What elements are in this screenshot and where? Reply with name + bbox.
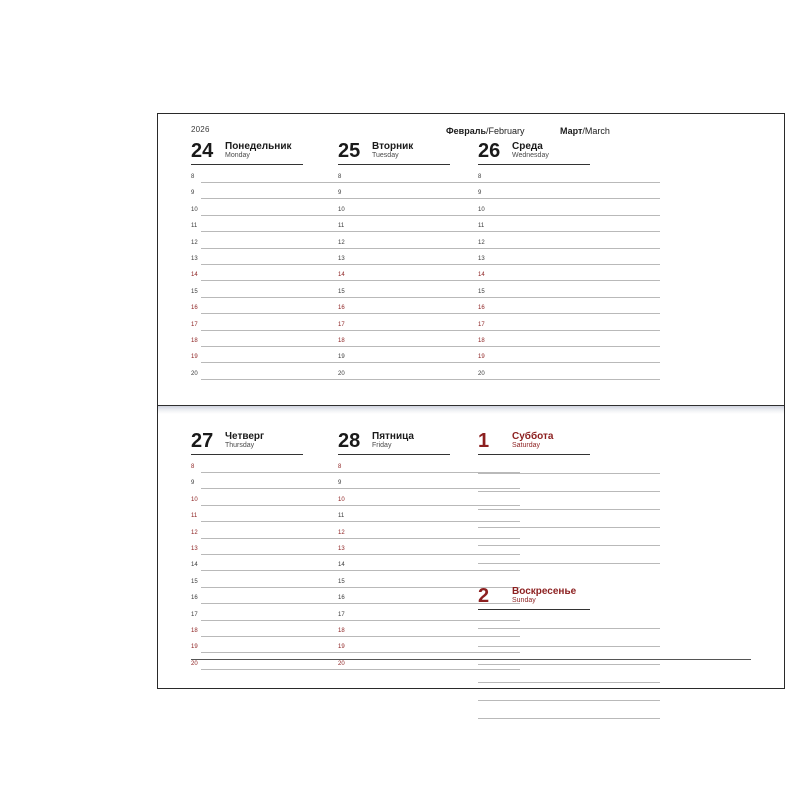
note-line-row[interactable] bbox=[478, 672, 660, 690]
hour-label: 15 bbox=[191, 578, 198, 585]
hour-label: 18 bbox=[191, 337, 198, 344]
hour-label: 20 bbox=[338, 660, 345, 667]
month-label-february-en: February bbox=[488, 126, 525, 136]
note-line-row[interactable] bbox=[478, 654, 660, 672]
hour-label: 13 bbox=[338, 545, 345, 552]
page-bottom-rule bbox=[191, 659, 751, 660]
hour-label: 17 bbox=[191, 611, 198, 618]
hour-label: 12 bbox=[338, 529, 345, 536]
writing-line bbox=[478, 509, 660, 510]
hour-row[interactable] bbox=[478, 336, 660, 352]
month-label-february-ru: Февраль bbox=[446, 126, 486, 136]
hour-label: 18 bbox=[478, 337, 485, 344]
hour-label: 19 bbox=[191, 644, 198, 651]
day-name-en-thursday: Thursday bbox=[225, 442, 255, 449]
hour-label: 16 bbox=[338, 595, 345, 602]
day-header-sunday bbox=[478, 585, 660, 615]
writing-line bbox=[478, 563, 660, 564]
day-number-thursday: 27 bbox=[191, 430, 214, 452]
hour-label: 18 bbox=[338, 627, 345, 634]
day-block-saturday bbox=[478, 430, 660, 571]
binding-spine bbox=[158, 405, 784, 414]
line-list-sunday bbox=[478, 618, 660, 726]
hour-label: 10 bbox=[338, 206, 345, 213]
month-separator-1: / bbox=[485, 126, 489, 136]
hour-label: 19 bbox=[191, 354, 198, 361]
hour-label: 16 bbox=[191, 305, 198, 312]
hour-label: 8 bbox=[478, 174, 482, 180]
hour-label: 9 bbox=[191, 190, 195, 197]
day-name-ru-thursday: Четверг bbox=[225, 431, 265, 442]
hour-label: 12 bbox=[191, 239, 198, 246]
note-line-row[interactable] bbox=[478, 708, 660, 726]
day-columns-bottom bbox=[158, 430, 784, 688]
hour-row[interactable] bbox=[478, 205, 660, 221]
note-line-row[interactable] bbox=[478, 463, 660, 481]
hour-row[interactable] bbox=[478, 369, 660, 385]
hour-label: 17 bbox=[478, 321, 485, 328]
day-name-ru-tuesday: Вторник bbox=[372, 141, 414, 152]
note-line-row[interactable] bbox=[478, 535, 660, 553]
day-name-en-friday: Friday bbox=[372, 442, 392, 449]
writing-line bbox=[478, 527, 660, 528]
hour-label: 20 bbox=[338, 370, 345, 377]
day-name-en-sunday: Sunday bbox=[512, 597, 536, 604]
hour-label: 15 bbox=[191, 288, 198, 295]
writing-line bbox=[488, 198, 660, 199]
hour-row[interactable] bbox=[478, 188, 660, 204]
month-separator-2: / bbox=[582, 126, 585, 136]
day-column-weekend bbox=[478, 430, 660, 726]
day-column-wednesday bbox=[478, 140, 660, 385]
writing-line bbox=[488, 330, 660, 331]
writing-line bbox=[488, 248, 660, 249]
hour-label: 14 bbox=[191, 562, 198, 569]
day-name-ru-saturday: Суббота bbox=[512, 431, 554, 442]
line-list-saturday bbox=[478, 463, 660, 571]
day-number-friday: 28 bbox=[338, 430, 361, 452]
hour-label: 17 bbox=[338, 321, 345, 328]
hour-label: 11 bbox=[191, 223, 198, 230]
writing-line bbox=[488, 182, 660, 183]
day-header-rule-saturday bbox=[478, 454, 590, 455]
day-header-rule-monday bbox=[191, 164, 303, 165]
hour-row[interactable] bbox=[478, 352, 660, 368]
day-header-wednesday bbox=[478, 140, 660, 170]
day-name-ru-friday: Пятница bbox=[372, 431, 414, 442]
hour-label: 18 bbox=[338, 337, 345, 344]
writing-line bbox=[478, 473, 660, 474]
hour-label: 8 bbox=[191, 464, 195, 470]
day-header-rule-sunday bbox=[478, 609, 590, 610]
writing-line bbox=[488, 280, 660, 281]
writing-line bbox=[478, 718, 660, 719]
hour-label: 19 bbox=[478, 354, 485, 361]
note-line-row[interactable] bbox=[478, 517, 660, 535]
hour-row[interactable] bbox=[478, 320, 660, 336]
planner-page-bottom bbox=[158, 414, 784, 688]
hour-label: 8 bbox=[338, 464, 342, 470]
hour-label: 16 bbox=[191, 595, 198, 602]
day-number-wednesday: 26 bbox=[478, 140, 501, 162]
note-line-row[interactable] bbox=[478, 618, 660, 636]
hour-label: 20 bbox=[191, 370, 198, 377]
planner-spread bbox=[157, 113, 785, 689]
hour-label: 8 bbox=[191, 174, 195, 180]
hour-label: 19 bbox=[338, 354, 345, 361]
day-header-rule-wednesday bbox=[478, 164, 590, 165]
writing-line bbox=[478, 664, 660, 665]
writing-line bbox=[488, 231, 660, 232]
day-number-monday: 24 bbox=[191, 140, 214, 162]
planner-page-top bbox=[158, 114, 784, 405]
writing-line bbox=[478, 545, 660, 546]
hour-label: 11 bbox=[338, 223, 345, 230]
day-name-en-saturday: Saturday bbox=[512, 442, 541, 449]
hour-label: 16 bbox=[478, 305, 485, 312]
writing-line bbox=[488, 379, 660, 380]
note-line-row[interactable] bbox=[478, 553, 660, 571]
hour-label: 12 bbox=[338, 239, 345, 246]
writing-line bbox=[488, 215, 660, 216]
hour-label: 13 bbox=[191, 545, 198, 552]
hour-label: 12 bbox=[191, 529, 198, 536]
hour-label: 12 bbox=[478, 239, 485, 246]
day-columns-top bbox=[158, 140, 784, 405]
day-block-sunday bbox=[478, 585, 660, 726]
hour-label: 20 bbox=[191, 660, 198, 667]
hour-label: 10 bbox=[338, 496, 345, 503]
hour-row[interactable] bbox=[478, 221, 660, 237]
note-line-row[interactable] bbox=[478, 690, 660, 708]
writing-line bbox=[478, 700, 660, 701]
hour-row[interactable] bbox=[478, 172, 660, 188]
note-line-row[interactable] bbox=[478, 636, 660, 654]
year-label: 2026 bbox=[191, 125, 210, 134]
hour-label: 14 bbox=[191, 272, 198, 279]
day-header-rule-thursday bbox=[191, 454, 303, 455]
writing-line bbox=[488, 297, 660, 298]
hour-label: 16 bbox=[338, 305, 345, 312]
writing-line bbox=[488, 362, 660, 363]
hour-label: 14 bbox=[338, 562, 345, 569]
hour-list-wednesday bbox=[478, 172, 660, 385]
note-line-row[interactable] bbox=[478, 499, 660, 517]
note-line-row[interactable] bbox=[478, 481, 660, 499]
hour-label: 15 bbox=[338, 288, 345, 295]
writing-line bbox=[478, 628, 660, 629]
hour-label: 9 bbox=[338, 480, 342, 487]
hour-row[interactable] bbox=[478, 303, 660, 319]
hour-row[interactable] bbox=[478, 270, 660, 286]
month-label-february bbox=[446, 126, 525, 136]
month-label-march-ru: Март bbox=[560, 126, 583, 136]
day-number-tuesday: 25 bbox=[338, 140, 361, 162]
hour-label: 14 bbox=[478, 272, 485, 279]
hour-label: 14 bbox=[338, 272, 345, 279]
hour-label: 9 bbox=[191, 480, 195, 487]
writing-line bbox=[478, 682, 660, 683]
day-name-ru-wednesday: Среда bbox=[512, 141, 543, 152]
day-header-rule-tuesday bbox=[338, 164, 450, 165]
month-label-march-en: March bbox=[584, 126, 610, 136]
day-name-en-wednesday: Wednesday bbox=[512, 152, 549, 159]
writing-line bbox=[478, 646, 660, 647]
hour-label: 10 bbox=[478, 206, 485, 213]
day-name-en-tuesday: Tuesday bbox=[372, 152, 399, 159]
hour-label: 11 bbox=[478, 223, 485, 230]
hour-label: 19 bbox=[338, 644, 345, 651]
hour-label: 17 bbox=[338, 611, 345, 618]
writing-line bbox=[488, 346, 660, 347]
hour-label: 10 bbox=[191, 496, 198, 503]
writing-line bbox=[488, 313, 660, 314]
hour-label: 8 bbox=[338, 174, 342, 180]
month-label-march bbox=[560, 126, 610, 136]
hour-row[interactable] bbox=[478, 254, 660, 270]
day-name-ru-sunday: Воскресенье bbox=[512, 586, 577, 597]
day-header-saturday bbox=[478, 430, 660, 460]
day-header-rule-friday bbox=[338, 454, 450, 455]
hour-label: 10 bbox=[191, 206, 198, 213]
writing-line bbox=[478, 491, 660, 492]
hour-label: 15 bbox=[478, 288, 485, 295]
hour-label: 13 bbox=[338, 255, 345, 262]
day-name-en-monday: Monday bbox=[225, 152, 250, 159]
hour-label: 9 bbox=[478, 190, 482, 197]
day-number-saturday: 1 bbox=[478, 430, 490, 452]
hour-label: 15 bbox=[338, 578, 345, 585]
day-number-sunday: 2 bbox=[478, 585, 490, 607]
hour-label: 9 bbox=[338, 190, 342, 197]
hour-label: 18 bbox=[191, 627, 198, 634]
hour-row[interactable] bbox=[478, 287, 660, 303]
hour-label: 11 bbox=[191, 513, 198, 520]
hour-label: 13 bbox=[191, 255, 198, 262]
hour-label: 11 bbox=[338, 513, 345, 520]
hour-label: 17 bbox=[191, 321, 198, 328]
writing-line bbox=[488, 264, 660, 265]
hour-label: 20 bbox=[478, 370, 485, 377]
hour-label: 13 bbox=[478, 255, 485, 262]
day-name-ru-monday: Понедельник bbox=[225, 141, 292, 152]
hour-row[interactable] bbox=[478, 238, 660, 254]
